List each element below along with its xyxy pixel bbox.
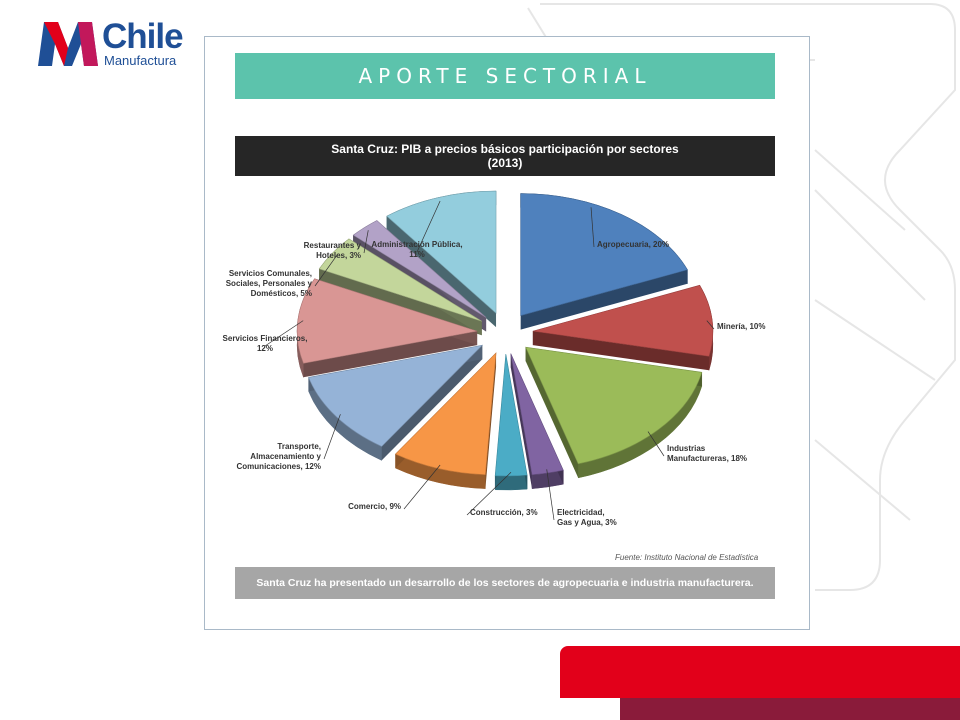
chart-source: Fuente: Instituto Nacional de Estadística	[615, 553, 759, 562]
slice-label: Minería, 10%	[717, 322, 766, 331]
brand-red-bar	[560, 646, 960, 698]
slice-label: Servicios Comunales, Sociales, Personales y Domésticos, 5%	[225, 269, 312, 298]
logo-wordmark: Chile	[102, 17, 183, 56]
brand-bar-shadow	[620, 698, 960, 720]
slice-label: Comercio, 9%	[348, 502, 401, 511]
slice-label: Agropecuaria, 20%	[597, 240, 670, 249]
slice-label: Administración Pública, 11%	[371, 240, 463, 259]
pie-label	[237, 414, 341, 471]
slice-label: Construcción, 3%	[470, 508, 538, 517]
logo-m-icon	[36, 16, 102, 72]
infographic-title: APORTE SECTORIAL	[235, 53, 775, 99]
chart-title-line-2: (2013)	[487, 156, 523, 170]
slice-label: Electricidad, Gas y Agua, 3%	[557, 508, 617, 527]
logo-subtitle: Manufactura	[104, 53, 177, 68]
infographic-frame	[204, 36, 810, 630]
chart-title-line-1: Santa Cruz: PIB a precios básicos participación por sectores	[331, 142, 679, 156]
slice-label: Transporte, Almacenamiento y Comunicaciones, 12%	[236, 442, 321, 471]
chart-footer-note: Santa Cruz ha presentado un desarrollo de los sectores de agropecuaria e industria manufacturera.	[235, 567, 775, 599]
slice-label: Restaurantes y Hoteles, 3%	[303, 241, 361, 260]
slice-label: Industrias Manufactureras, 18%	[667, 444, 748, 463]
slice-label: Servicios Financieros, 12%	[222, 334, 308, 353]
pie-chart	[205, 37, 811, 631]
chile-manufactura-logo	[36, 16, 196, 72]
pie-label	[223, 321, 308, 353]
pie-label	[707, 321, 766, 331]
